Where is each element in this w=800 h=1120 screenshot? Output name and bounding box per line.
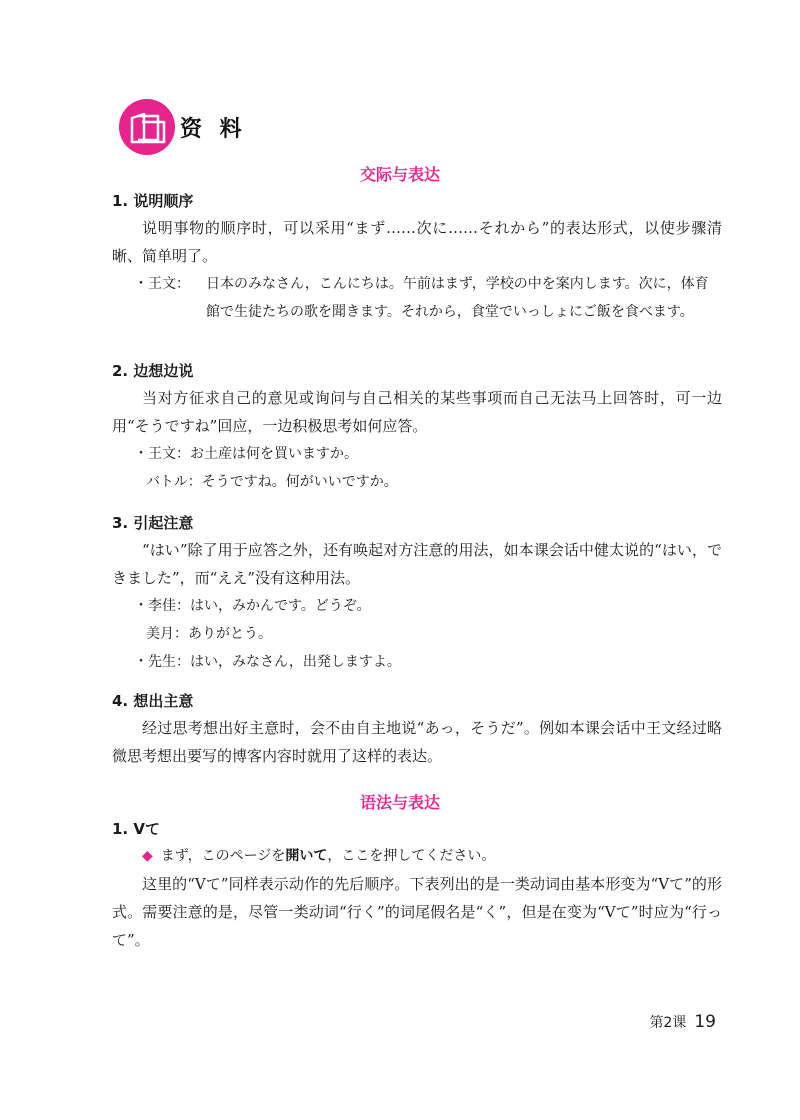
item-paragraph: 说明事物的顺序时，可以采用“まず……次に……それから”的表达形式，以使步骤清晰、简单明了。 [112,219,722,265]
item-come-up-with-idea [112,688,722,770]
item-title: 3. 引起注意 [112,514,194,532]
example-sentence: ・先生：はい，みなさん，出発しますよ。 [134,654,401,670]
grammar-item-vte [112,816,722,954]
example-highlight: 開いて [285,848,328,864]
example-text: 日本のみなさん，こんにちは。午前はまず，学校の中を案内します。次に，体育館で生徒たちの歌を聞きます。それから，食堂でいっしょにご飯を食べます。 [206,276,709,320]
lesson-label: 第2课 [649,1015,687,1031]
item-title: 4. 想出主意 [112,692,194,710]
example-sentence: ・李佳：はい，みかんです。どうぞ。 [134,598,371,614]
item-title: 2. 边想边说 [112,362,194,380]
example-sentence: 美月：ありがとう。 [146,626,272,642]
example-sentence [112,270,722,326]
item-paragraph: 当对方征求自己的意见或询问与自己相关的某些事项而自己无法马上回答时，可一边用“そうですね”回应，一边积极思考如何应答。 [112,389,722,435]
item-paragraph: 这里的“Vて”同样表示动作的先后顺序。下表列出的是一类动词由基本形变为“Vて”的形式。需要注意的是，尽管一类动词“行く”的词尾假名是“く”，但是在变为“Vて”时应为“行って”。 [112,875,722,949]
item-paragraph: “はい”除了用于应答之外，还有唤起对方注意的用法，如本课会话中健太说的“はい，できました”，而“ええ”没有这种用法。 [112,541,722,587]
folder-logo-icon [118,98,176,156]
item-title: 1. Vて [112,820,160,838]
section-title-grammar: 语法与表达 [359,793,440,812]
page-footer [649,1010,716,1035]
example-sentence: ・王文：お土産は何を買いますか。 [134,446,358,462]
example-sentence: バトル：そうですね。何がいいですか。 [146,474,398,490]
item-explain-order [112,188,722,326]
item-paragraph: 经过思考想出好主意时，会不由自主地说“あっ，そうだ”。例如本课会话中王文经过略微思考想出要写的博客内容时就用了这样的表达。 [112,719,722,765]
example-speaker: ・王文： [134,276,190,292]
header-title: 资 料 [180,117,247,142]
item-think-while-speaking [112,358,722,496]
page-number: 19 [694,1012,716,1032]
item-title: 1. 说明顺序 [112,192,194,210]
section-title-communication: 交际与表达 [359,165,440,184]
pink-bullet-icon: ◆ [142,848,153,864]
example-text-pre: まず，このページを [160,848,286,864]
item-attract-attention [112,510,722,676]
example-text-post: ，ここを押してください。 [327,848,496,864]
example-sentence [112,842,722,870]
